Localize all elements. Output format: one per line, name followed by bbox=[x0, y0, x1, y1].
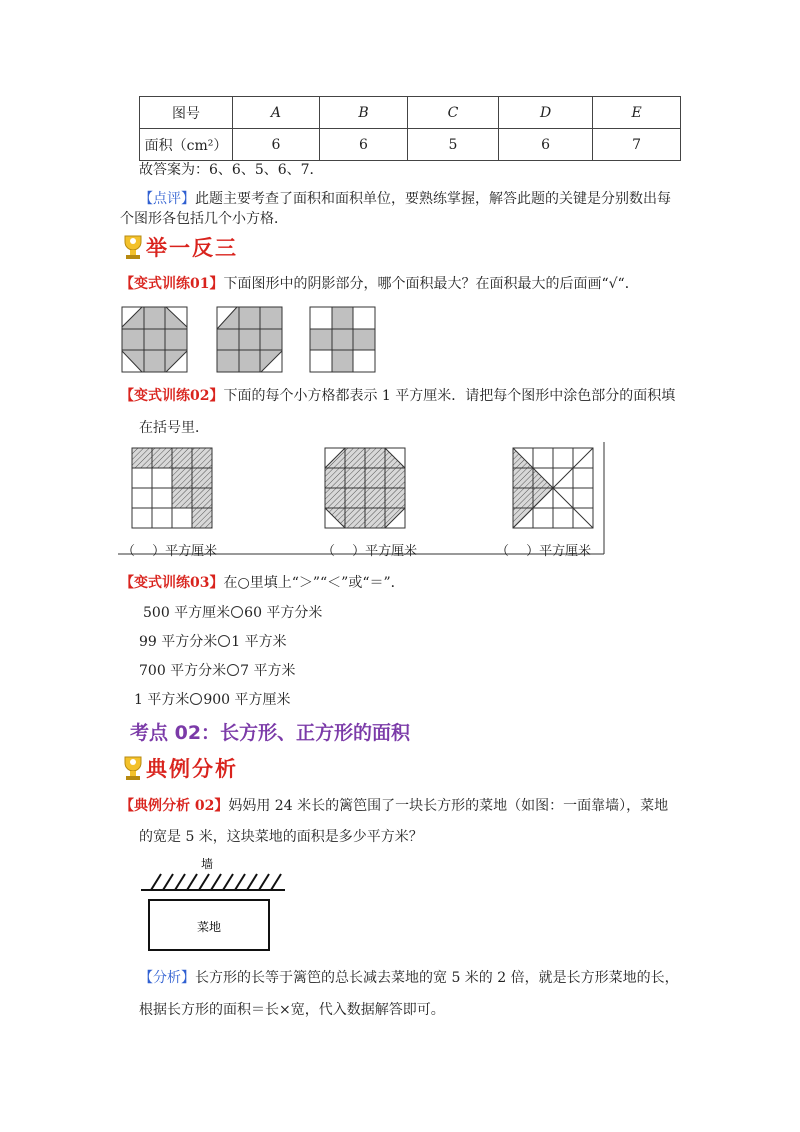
analysis-text: 长方形的长等于篱笆的总长减去菜地的宽 5 米的 2 倍，就是长方形菜地的长， bbox=[195, 970, 679, 986]
exercise-2-text-2: 在括号里． bbox=[139, 420, 209, 436]
wall-label: 墙 bbox=[201, 857, 214, 871]
exercise-2-figure-b bbox=[325, 448, 405, 528]
table-cell: 面积（cm²） bbox=[140, 129, 233, 161]
answer-circle[interactable] bbox=[231, 606, 243, 618]
table-cell: 6 bbox=[233, 129, 320, 161]
section-banner-practice bbox=[120, 232, 238, 262]
table-cell: 6 bbox=[319, 129, 407, 161]
exercise-1-prompt bbox=[120, 274, 639, 294]
exercise-1-text: 下面图形中的阴影部分，哪个面积最大？在面积最大的后面画“√“． bbox=[223, 276, 639, 292]
table-cell: 6 bbox=[498, 129, 592, 161]
table-cell: 7 bbox=[593, 129, 681, 161]
exercise-1-figure-b bbox=[217, 307, 282, 372]
table-cell: C bbox=[408, 97, 499, 129]
answer-circle[interactable] bbox=[218, 635, 230, 647]
exercise-2-figure-c bbox=[513, 448, 593, 528]
table-cell: D bbox=[498, 97, 592, 129]
exercise-3-tag: 【变式训练03】 bbox=[120, 575, 224, 591]
exercise-3-item: 500 平方厘米 60 平方分米 bbox=[143, 605, 323, 621]
example-tag: 【典例分析 02】 bbox=[120, 798, 229, 814]
comment-line-2: 个图形各包括几个小方格． bbox=[120, 211, 288, 227]
exercise-2-caption-c: （ ）平方厘米 bbox=[496, 544, 592, 559]
exercise-2-text: 下面的每个小方格都表示 1 平方厘米．请把每个图形中涂色部分的面积填 bbox=[223, 388, 676, 404]
exercise-2-tag: 【变式训练02】 bbox=[120, 388, 224, 404]
answer-circle[interactable] bbox=[227, 664, 239, 676]
banner-title: 典例分析 bbox=[146, 757, 238, 781]
table-cell: A bbox=[233, 97, 320, 129]
exercise-2-caption-a: （ ）平方厘米 bbox=[122, 544, 218, 559]
area-table bbox=[139, 96, 681, 161]
example-text-2: 的宽是 5 米，这块菜地的面积是多少平方米？ bbox=[139, 829, 423, 845]
analysis-line-2: 根据长方形的面积＝长×宽，代入数据解答即可。 bbox=[139, 1002, 445, 1018]
exercise-1-figure-a bbox=[122, 307, 187, 372]
table-row bbox=[140, 97, 681, 129]
analysis-tag: 【分析】 bbox=[139, 970, 195, 986]
answer-text: 故答案为：6、6、5、6、7． bbox=[139, 162, 324, 178]
exercise-3-text: 在○里填上“＞”“＜”或“＝”． bbox=[223, 575, 405, 591]
analysis-line-1 bbox=[139, 968, 679, 988]
answer-circle[interactable] bbox=[190, 693, 202, 705]
exercise-1-tag: 【变式训练01】 bbox=[120, 276, 224, 292]
exercise-3-prompt bbox=[120, 573, 405, 593]
exercise-2-figure-a bbox=[132, 448, 212, 528]
banner-title: 举一反三 bbox=[146, 236, 238, 260]
exercise-2-caption-b: （ ）平方厘米 bbox=[322, 544, 418, 559]
section-banner-example bbox=[120, 753, 238, 783]
field-label: 菜地 bbox=[197, 920, 222, 934]
exercise-1-figure-c bbox=[310, 307, 375, 372]
vegetable-field-diagram bbox=[139, 852, 289, 958]
example-prompt bbox=[120, 796, 668, 816]
comment-text: 此题主要考查了面积和面积单位，要熟练掌握，解答此题的关键是分别数出每 bbox=[195, 191, 671, 207]
table-row bbox=[140, 129, 681, 161]
exercise-3-item: 1 平方米 900 平方厘米 bbox=[134, 692, 291, 708]
exercise-3-item: 700 平方分米 7 平方米 bbox=[139, 663, 296, 679]
trophy-mascot-icon bbox=[120, 753, 146, 783]
trophy-mascot-icon bbox=[120, 232, 146, 262]
comment-tag: 【点评】 bbox=[139, 191, 195, 207]
table-cell: E bbox=[593, 97, 681, 129]
table-cell: 图号 bbox=[140, 97, 233, 129]
table-cell: B bbox=[319, 97, 407, 129]
exercise-2-prompt bbox=[120, 386, 675, 406]
section-heading: 考点 02：长方形、正方形的面积 bbox=[130, 722, 411, 744]
table-cell: 5 bbox=[408, 129, 499, 161]
example-text: 妈妈用 24 米长的篱笆围了一块长方形的菜地（如图：一面靠墙），菜地 bbox=[228, 798, 669, 814]
comment-line-1 bbox=[139, 189, 671, 209]
exercise-1-figures bbox=[120, 305, 390, 375]
exercise-3-item: 99 平方分米 1 平方米 bbox=[139, 634, 287, 650]
